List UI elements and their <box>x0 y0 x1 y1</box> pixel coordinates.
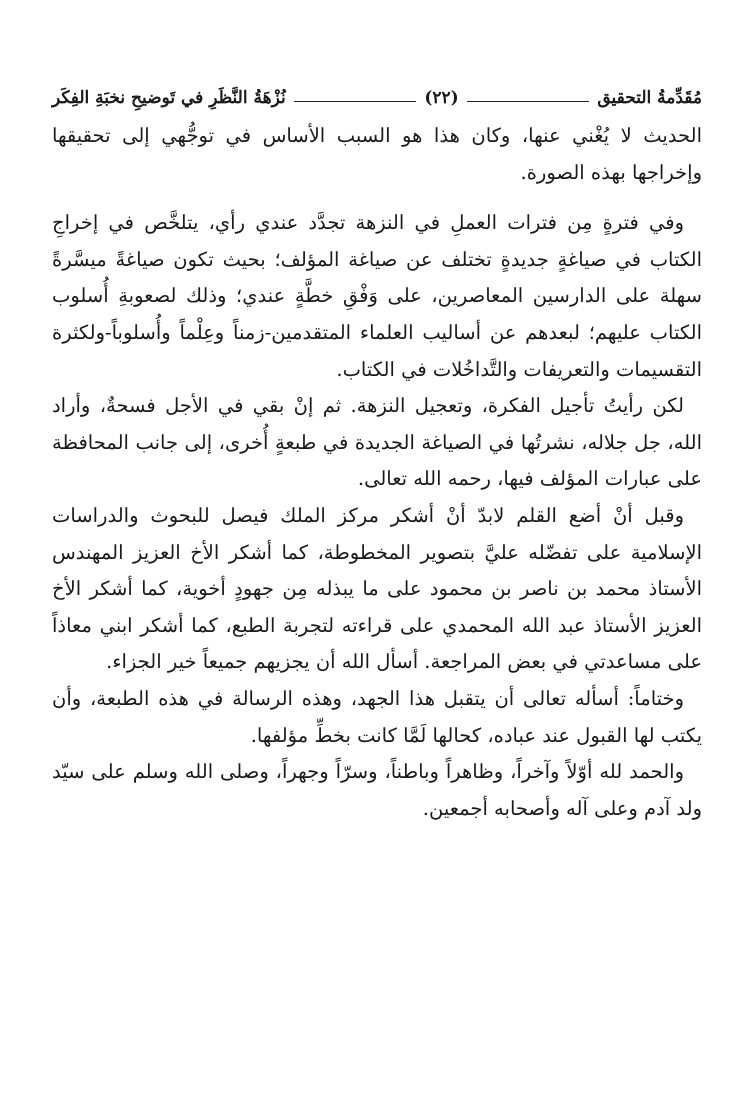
body-text <box>52 118 702 827</box>
header-rule-left <box>467 101 590 102</box>
running-header <box>52 80 702 116</box>
section-title: مُقَدِّمةُ التحقيق <box>597 88 702 108</box>
paragraph-3: لكن رأيتُ تأجيل الفكرة، وتعجيل النزهة. ثم إنْ بقي في الأجل فسحةٌ، وأراد الله، جل جلاله، نشرتُها في الصياغة الجديدة في طبعةٍ أُخرى، إلى جانب المحافظة على عبارات المؤلف فيها، رحمه الله تعالى. <box>52 394 702 491</box>
paragraph-4: وقبل أنْ أضع القلم لابدّ أنْ أشكر مركز الملك فيصل للبحوث والدراسات الإسلامية على تفضّله عليَّ بتصوير المخطوطة، كما أشكر الأخ العزيز المهندس الأستاذ محمد بن ناصر بن محمود على ما يبذله مِن جهودٍ أخوية، كما أشكر الأخ العزيز الأستاذ عبد الله المحمدي على قراءته لتجربة الطبع، كما أشكر ابني معاذاً على مساعدتي في بعض المراجعة. أسأل الله أن يجزيهم جميعاً خير الجزاء. <box>52 503 702 674</box>
paragraph-1: الحديث لا يُغْني عنها، وكان هذا هو السبب الأساس في توجُّهي إلى تحقيقها وإخراجها بهذه الصورة. <box>52 124 702 184</box>
paragraph-5: وختاماً: أسأله تعالى أن يتقبل هذا الجهد، وهذه الرسالة في هذه الطبعة، وأن يكتب لها القبول عند عباده، كحالها لَمَّا كانت بخطِّ مؤلفها. <box>52 686 702 747</box>
paragraph-6: والحمد لله أوّلاً وآخراً، وظاهراً وباطناً، وسرّاً وجهراً، وصلى الله وسلم على سيّد ولد آدم وعلى آله وأصحابه أجمعين. <box>52 760 702 820</box>
page-number: (٢٢) <box>424 88 459 108</box>
book-title: نُزْهَةُ النَّظَرِ في تَوضيحِ نخبَةِ الفِكَر <box>51 88 286 108</box>
document-page <box>52 80 702 827</box>
paragraph-gap <box>52 191 702 205</box>
paragraph-2: وفي فترةٍ مِن فترات العملِ في النزهة تجدَّد عندي رأي، يتلخَّص في إخراجِ الكتاب في صياغةٍ جديدةٍ تختلف عن صياغة المؤلف؛ بحيث تكون صياغةً ميسَّرةً سهلة على الدارسين المعاصرين، على وَفْقِ خطَّةٍ عندي؛ وذلك لصعوبةِ أُسلوب الكتاب عليهم؛ لبعدهم عن أساليب العلماء المتقدمين-زمناً وعِلْماً وأُسلوباً-ولكثرة التقسيمات والتعريفات والتَّداخُلات في الكتاب. <box>52 211 702 381</box>
header-rule-right <box>294 101 417 102</box>
